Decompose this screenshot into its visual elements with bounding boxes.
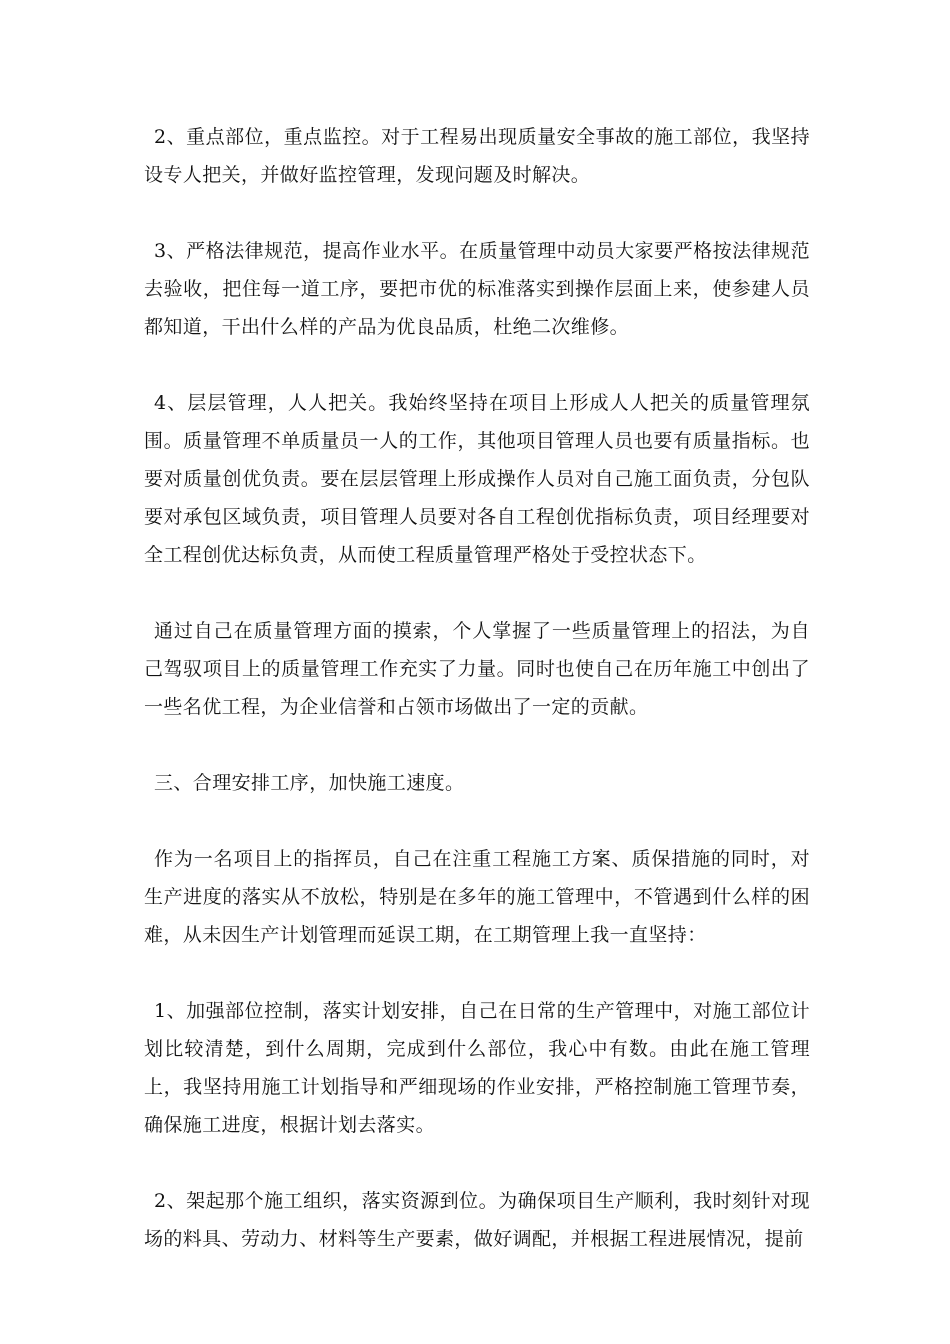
paragraph-part-control: 1、加强部位控制，落实计划安排，自己在日常的生产管理中，对施工部位计划比较清楚，到什么周期，完成到什么部位，我心中有数。由此在施工管理上，我坚持用施工计划指导和严细现场的作业安排，严格控制施工管理节奏，确保施工进度，根据计划去落实。 <box>144 1000 810 1136</box>
paragraph-schedule-intro: 作为一名项目上的指挥员，自己在注重工程施工方案、质保措施的同时，对生产进度的落实从不放松，特别是在多年的施工管理中，不管遇到什么样的困难，从未因生产计划管理而延误工期，在工期管理上我一直坚持： <box>144 848 810 946</box>
paragraph-legal-standards: 3、严格法律规范，提高作业水平。在质量管理中动员大家要严格按法律规范去验收，把住每一道工序，要把市优的标准落实到操作层面上来，使参建人员都知道，干出什么样的产品为优良品质，杜绝二次维修。 <box>144 240 810 338</box>
paragraph-quality-summary: 通过自己在质量管理方面的摸索，个人掌握了一些质量管理上的招法，为自己驾驭项目上的质量管理工作充实了力量。同时也使自己在历年施工中创出了一些名优工程，为企业信誉和占领市场做出了一定的贡献。 <box>144 620 810 718</box>
paragraph-quality-key-parts: 2、重点部位，重点监控。对于工程易出现质量安全事故的施工部位，我坚持设专人把关，并做好监控管理，发现问题及时解决。 <box>144 126 810 186</box>
paragraph-layered-management: 4、层层管理，人人把关。我始终坚持在项目上形成人人把关的质量管理氛围。质量管理不单质量员一人的工作，其他项目管理人员也要有质量指标。也要对质量创优负责。要在层层管理上形成操作人员对自己施工面负责，分包队要对承包区域负责，项目管理人员要对各自工程创优指标负责，项目经理要对全工程创优达标负责，从而使工程质量管理严格处于受控状态下。 <box>144 392 810 566</box>
paragraph-resource-organization: 2、架起那个施工组织，落实资源到位。为确保项目生产顺利，我时刻针对现场的料具、劳动力、材料等生产要素，做好调配，并根据工程进展情况，提前 <box>144 1190 810 1250</box>
section-heading-schedule: 三、合理安排工序，加快施工速度。 <box>154 772 465 794</box>
document-body <box>144 118 810 1296</box>
